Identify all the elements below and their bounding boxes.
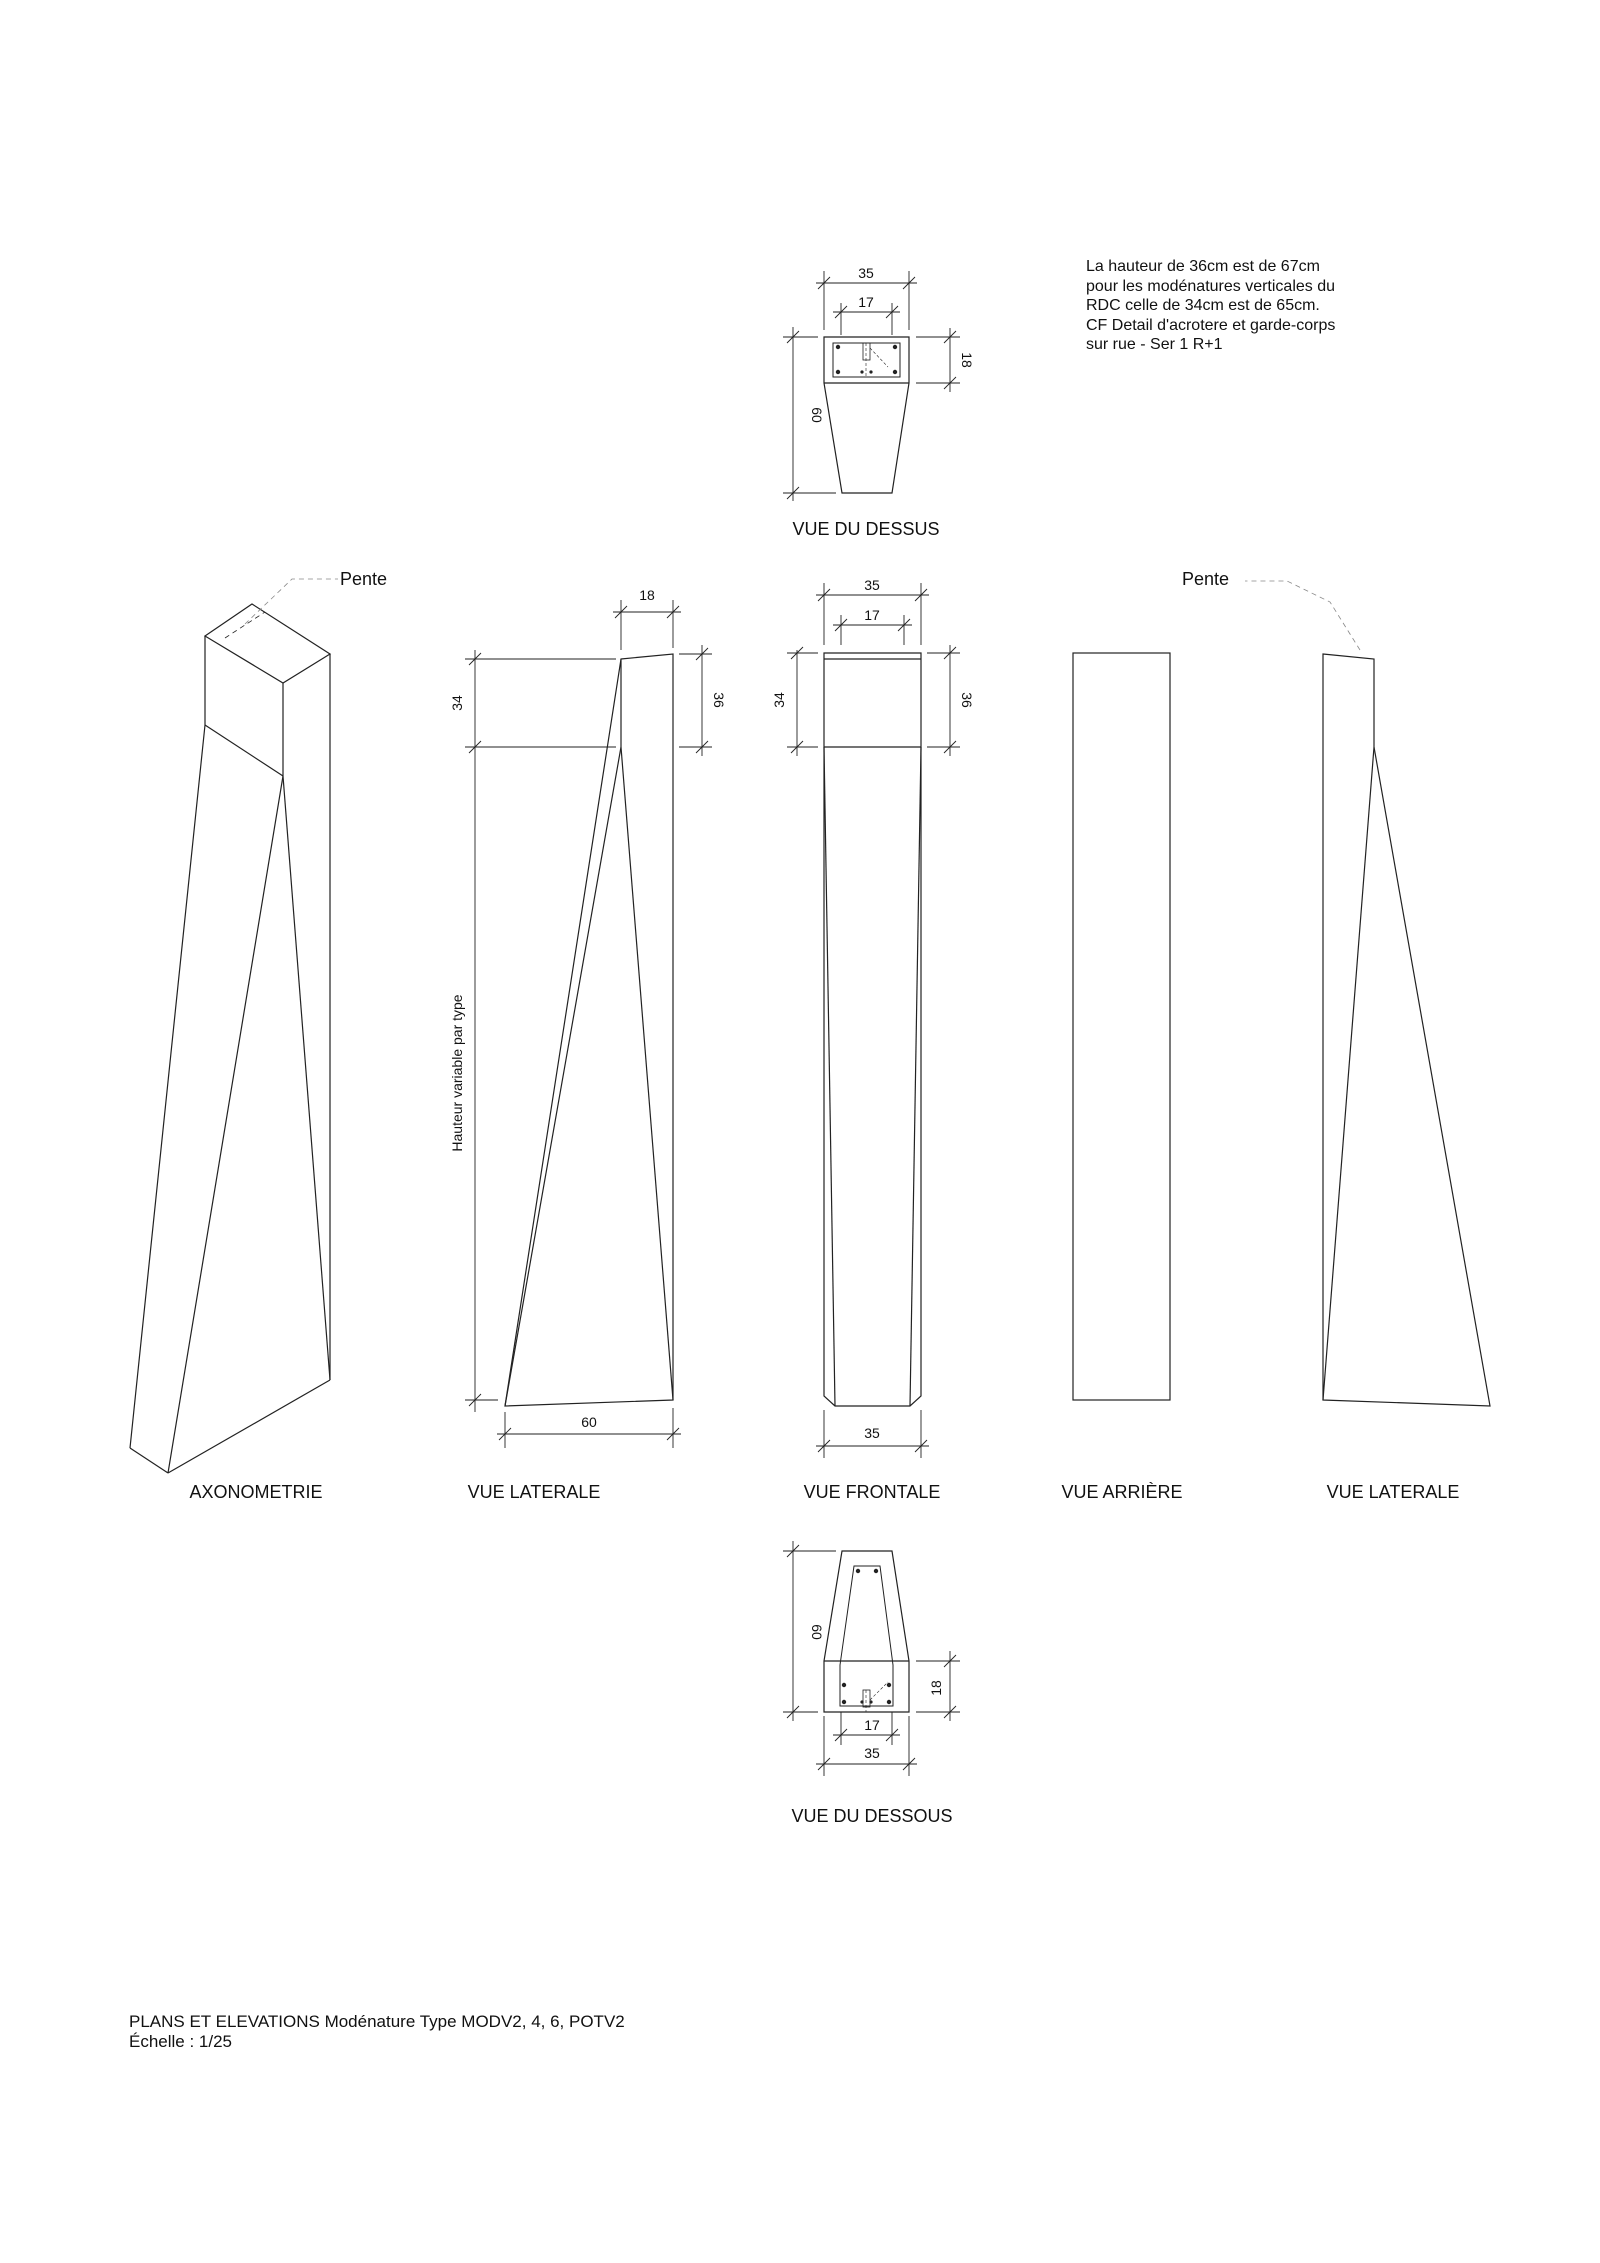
- axonometric-view: [130, 579, 338, 1473]
- dim-side-36: 36: [711, 692, 727, 708]
- dim-front-inner: 17: [864, 607, 880, 623]
- note-line: RDC celle de 34cm est de 65cm.: [1086, 297, 1320, 314]
- note-line: CF Detail d'acrotere et garde-corps: [1086, 316, 1336, 334]
- dim-side-34: 34: [449, 695, 465, 711]
- dim-side-bottom: 60: [581, 1414, 597, 1430]
- label-axonometrie: AXONOMETRIE: [189, 1482, 323, 1502]
- dim-bottom-head: 18: [928, 1680, 944, 1696]
- label-vue-arriere: VUE ARRIÈRE: [1061, 1482, 1183, 1502]
- dim-bottom-depth: 60: [809, 1624, 825, 1640]
- dim-bottom-width: 35: [864, 1745, 880, 1761]
- dim-side-top: 18: [639, 587, 655, 603]
- label-vue-laterale-right: VUE LATERALE: [1326, 1482, 1460, 1502]
- note-line: sur rue - Ser 1 R+1: [1086, 336, 1223, 353]
- drawing-title: PLANS ET ELEVATIONS Modénature Type MODV2, 4, 6, POTV2: [129, 2012, 625, 2031]
- dim-front-36: 36: [959, 692, 975, 708]
- dim-front-34: 34: [771, 692, 787, 708]
- label-pente-left: Pente: [340, 569, 388, 589]
- dim-top-inner: 17: [858, 294, 874, 310]
- bottom-view-plan: [783, 1541, 960, 1776]
- dim-bottom-inner: 17: [864, 1717, 880, 1733]
- label-hauteur-variable: Hauteur variable par type: [449, 994, 465, 1152]
- title-block: [129, 2012, 625, 2052]
- dim-top-depth: 60: [809, 407, 825, 423]
- dim-top-head: 18: [959, 352, 975, 368]
- label-vue-du-dessous: VUE DU DESSOUS: [791, 1806, 953, 1826]
- dim-front-top: 35: [864, 577, 880, 593]
- side-view-right: [1245, 581, 1490, 1406]
- note-line: pour les modénatures verticales du: [1086, 277, 1336, 295]
- label-pente-right: Pente: [1182, 569, 1230, 589]
- dim-front-bottom: 35: [864, 1425, 880, 1441]
- construction-note: [1086, 257, 1335, 355]
- label-vue-du-dessus: VUE DU DESSUS: [792, 519, 940, 539]
- drawing-scale: Échelle : 1/25: [129, 2032, 233, 2051]
- back-view: [1073, 653, 1170, 1400]
- note-line: La hauteur de 36cm est de 67cm: [1086, 258, 1320, 275]
- label-vue-frontale: VUE FRONTALE: [803, 1482, 941, 1502]
- front-view: [787, 583, 960, 1458]
- side-view-left: [465, 600, 712, 1448]
- label-vue-laterale-left: VUE LATERALE: [467, 1482, 601, 1502]
- dim-top-width: 35: [858, 265, 874, 281]
